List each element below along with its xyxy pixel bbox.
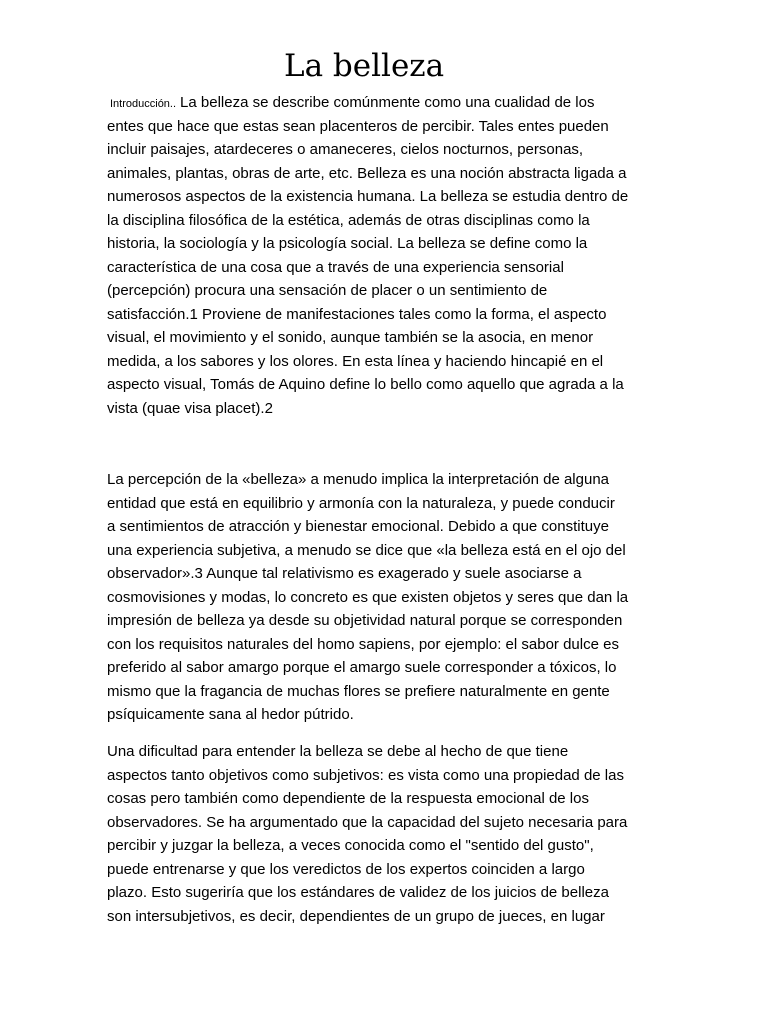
paragraph-line: mismo que la fragancia de muchas flores se prefiere naturalmente en gente <box>107 682 610 700</box>
paragraph-line: satisfacción.1 Proviene de manifestaciones tales como la forma, el aspecto <box>107 305 607 323</box>
paragraph-line: preferido al sabor amargo porque el amargo suele corresponder a tóxicos, lo <box>107 659 617 676</box>
paragraph-line: historia, la sociología y la psicología social. La belleza se define como la <box>107 235 588 252</box>
paragraph-line: percibir y juzgar la belleza, a veces conocida como el "sentido del gusto", <box>107 837 594 854</box>
paragraph-line: cosmovisiones y modas, lo concreto es que existen objetos y seres que dan la <box>107 588 629 606</box>
paragraph-line: impresión de belleza ya desde su objetividad natural porque se corresponden <box>107 612 623 629</box>
paragraph-line: aspectos tanto objetivos como subjetivos: es vista como una propiedad de las <box>107 766 624 784</box>
paragraph-line: entidad que está en equilibrio y armonía con la naturaleza, y puede conducir <box>107 494 615 512</box>
paragraph-introduction <box>107 91 667 420</box>
paragraph-line: son intersubjetivos, es decir, dependientes de un grupo de jueces, en lugar <box>107 907 605 925</box>
paragraph-line: vista (quae visa placet).2 <box>107 399 273 417</box>
paragraph-line: plazo. Esto sugeriría que los estándares de validez de los juicios de belleza <box>107 884 609 901</box>
paragraph-perception <box>107 468 667 727</box>
paragraph-line: a sentimientos de atracción y bienestar emocional. Debido a que constituye <box>107 518 609 535</box>
paragraph-line: una experiencia subjetiva, a menudo se dice que «la belleza está en el ojo del <box>107 541 626 559</box>
paragraph-line: La percepción de la «belleza» a menudo implica la interpretación de alguna <box>107 471 610 488</box>
paragraph-line: psíquicamente sana al hedor pútrido. <box>107 706 354 723</box>
paragraph-line-text: La belleza se describe comúnmente como una cualidad de los <box>180 94 595 111</box>
paragraph-line: la disciplina filosófica de la estética, además de otras disciplinas como la <box>107 211 590 229</box>
document-title: La belleza <box>284 48 445 84</box>
section-lead-label: Introducción.. <box>110 98 177 110</box>
paragraph-line: numerosos aspectos de la existencia humana. La belleza se estudia dentro de <box>107 188 629 205</box>
paragraph-line: visual, el movimiento y el sonido, aunque también se la asocia, en menor <box>107 329 594 346</box>
paragraph-line: entes que hace que estas sean placenteros de percibir. Tales entes pueden <box>107 117 609 135</box>
paragraph-line: medida, a los sabores y los olores. En esta línea y haciendo hincapié en el <box>107 352 604 370</box>
paragraph-line: observadores. Se ha argumentado que la capacidad del sujeto necesaria para <box>107 813 628 831</box>
paragraph-line: puede entrenarse y que los veredictos de los expertos coinciden a largo <box>107 860 585 878</box>
paragraph-line: incluir paisajes, atardeceres o amaneceres, cielos nocturnos, personas, <box>107 141 584 158</box>
paragraph-line: animales, plantas, obras de arte, etc. Belleza es una noción abstracta ligada a <box>107 164 627 182</box>
paragraph-line: cosas pero también como dependiente de la respuesta emocional de los <box>107 790 589 807</box>
paragraph-line: aspecto visual, Tomás de Aquino define lo bello como aquello que agrada a la <box>107 376 624 393</box>
paragraph-line: observador».3 Aunque tal relativismo es exagerado y suele asociarse a <box>107 565 582 582</box>
paragraph-line: Una dificultad para entender la belleza se debe al hecho de que tiene <box>107 743 569 760</box>
paragraph-difficulty <box>107 740 667 928</box>
paragraph-line: (percepción) procura una sensación de placer o un sentimiento de <box>107 282 548 299</box>
paragraph-line: característica de una cosa que a través de una experiencia sensorial <box>107 258 564 276</box>
paragraph-line: con los requisitos naturales del homo sapiens, por ejemplo: el sabor dulce es <box>107 635 619 653</box>
paragraph-line <box>107 91 667 115</box>
